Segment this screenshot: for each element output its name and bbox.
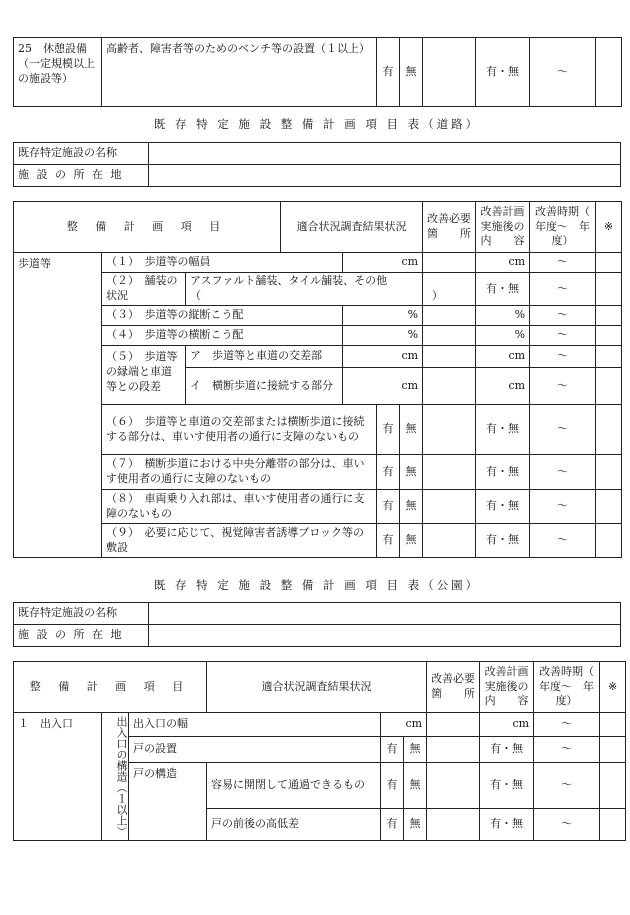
time-cell: ～ (534, 737, 600, 763)
unit-cm: cm (343, 253, 423, 273)
vertical-group-label: 出入口の構造（１以上） (102, 713, 129, 841)
time-cell: ～ (534, 763, 600, 809)
header-plan: 改善計画実施後の内 容 (480, 662, 534, 713)
header-survey: 適合状況調査結果状況 (281, 202, 423, 253)
mark-cell (596, 346, 622, 368)
facility-name-field[interactable] (149, 603, 621, 625)
plan-choice: 有・無 (476, 273, 530, 306)
facility-name-label: 既存特定施設の名称 (14, 603, 149, 625)
plan-choice: 有・無 (476, 455, 530, 490)
mark-cell (596, 490, 622, 524)
plan-unit: % (476, 306, 530, 326)
category-sidewalk: 歩道等 (14, 253, 102, 558)
time-cell: ～ (530, 326, 596, 346)
road-plan-table (13, 201, 622, 558)
time-cell: ～ (530, 490, 596, 524)
mark-cell (596, 273, 622, 306)
sub-label-a: ア 歩道等と車道の交差部 (186, 346, 343, 368)
needed-cell[interactable] (423, 490, 476, 524)
needed-cell[interactable] (423, 306, 476, 326)
plan-choice: 有・無 (476, 38, 530, 107)
time-cell: ～ (530, 455, 596, 490)
row-label: 戸の前後の高低差 (207, 809, 381, 841)
time-cell: ～ (530, 253, 596, 273)
plan-choice: 有・無 (480, 737, 534, 763)
needed-cell[interactable] (427, 809, 480, 841)
needed-cell[interactable] (423, 368, 476, 405)
needed-cell[interactable] (427, 763, 480, 809)
paving-options: アスファルト舗装、タイル舗装、その他（ ） (186, 273, 423, 306)
facility-location-field[interactable] (149, 165, 621, 187)
header-mark: ※ (596, 202, 622, 253)
unit-percent: % (343, 306, 423, 326)
yes-mark: 有 (377, 455, 400, 490)
mark-cell (596, 306, 622, 326)
row-label: （２） 舗装の状況 (102, 273, 186, 306)
yes-mark: 有 (381, 737, 404, 763)
row-label: （５） 歩道等の縁端と車道等との段差 (102, 346, 186, 405)
row-label: （８） 車両乗り入れ部は、車いす使用者の通行に支障のないもの (102, 490, 377, 524)
mark-cell (596, 405, 622, 455)
time-cell: ～ (534, 809, 600, 841)
header-needed: 改善必要箇 所 (427, 662, 480, 713)
category-entrance: １ 出入口 (14, 713, 102, 841)
mark-cell (596, 253, 622, 273)
plan-unit: % (476, 326, 530, 346)
mark-cell (600, 809, 626, 841)
facility-name-label: 既存特定施設の名称 (14, 143, 149, 165)
time-cell: ～ (530, 346, 596, 368)
row-label: （７） 横断歩道における中央分離帯の部分は、車いす使用者の通行に支障のないもの (102, 455, 377, 490)
header-mark: ※ (600, 662, 626, 713)
plan-choice: 有・無 (476, 490, 530, 524)
needed-cell[interactable] (423, 405, 476, 455)
row-label: （９） 必要に応じて、視覚障害者誘導ブロック等の敷設 (102, 524, 377, 558)
mark-cell (596, 326, 622, 346)
park-table-title: 既 存 特 定 施 設 整 備 計 画 項 目 表（公園） (153, 578, 481, 592)
plan-unit: cm (476, 253, 530, 273)
needed-cell[interactable] (427, 713, 480, 737)
time-cell: ～ (530, 38, 596, 107)
plan-unit: cm (476, 368, 530, 405)
plan-choice: 有・無 (480, 809, 534, 841)
item-25-label: 25 休憩設備（一定規模以上の施設等） (14, 38, 102, 107)
time-cell: ～ (530, 405, 596, 455)
plan-choice: 有・無 (480, 763, 534, 809)
plan-unit: cm (480, 713, 534, 737)
row-label: 戸の設置 (129, 737, 381, 763)
yes-mark: 有 (381, 763, 404, 809)
no-mark: 無 (404, 763, 427, 809)
needed-cell[interactable] (423, 524, 476, 558)
row-label: （１） 歩道等の幅員 (102, 253, 343, 273)
header-time: 改善時期（ 年度～ 年度） (534, 662, 600, 713)
row-label: 出入口の幅 (129, 713, 381, 737)
facility-name-field[interactable] (149, 143, 621, 165)
yes-mark: 有 (381, 809, 404, 841)
row-label: （４） 歩道等の横断こう配 (102, 326, 343, 346)
needed-cell[interactable] (423, 455, 476, 490)
header-items: 整 備 計 画 項 目 (14, 662, 207, 713)
park-plan-table (13, 661, 626, 841)
unit-cm: cm (381, 713, 427, 737)
no-mark: 無 (400, 38, 423, 107)
mark-cell (600, 713, 626, 737)
yes-mark: 有 (377, 405, 400, 455)
road-facility-info (13, 142, 621, 187)
needed-cell[interactable] (423, 38, 476, 107)
road-table-title: 既 存 特 定 施 設 整 備 計 画 項 目 表（道路） (153, 117, 481, 131)
mark-cell (596, 455, 622, 490)
no-mark: 無 (400, 524, 423, 558)
no-mark: 無 (400, 405, 423, 455)
park-facility-info (13, 602, 621, 647)
row-label: （６） 歩道等と車道の交差部または横断歩道に接続する部分は、車いす使用者の通行に支障のないもの (102, 405, 377, 455)
mark-cell (596, 38, 622, 107)
facility-location-label: 施 設 の 所 在 地 (14, 165, 149, 187)
mark-cell (600, 763, 626, 809)
top-row-table (13, 37, 622, 107)
time-cell: ～ (530, 368, 596, 405)
needed-cell[interactable] (427, 737, 480, 763)
yes-mark: 有 (377, 38, 400, 107)
header-plan: 改善計画実施後の内 容 (476, 202, 530, 253)
time-cell: ～ (530, 273, 596, 306)
mark-cell (596, 368, 622, 405)
no-mark: 無 (400, 455, 423, 490)
header-items: 整 備 計 画 項 目 (14, 202, 281, 253)
plan-choice: 有・無 (476, 405, 530, 455)
plan-choice: 有・無 (476, 524, 530, 558)
item-25-text: 高齢者、障害者等のためのベンチ等の設置（１以上） (102, 38, 377, 107)
needed-cell[interactable] (423, 346, 476, 368)
yes-mark: 有 (377, 490, 400, 524)
mark-cell (600, 737, 626, 763)
unit-cm: cm (343, 346, 423, 368)
header-survey: 適合状況調査結果状況 (207, 662, 427, 713)
needed-cell[interactable] (423, 253, 476, 273)
plan-unit: cm (476, 346, 530, 368)
unit-percent: % (343, 326, 423, 346)
needed-cell[interactable] (423, 326, 476, 346)
no-mark: 無 (400, 490, 423, 524)
sub-label-b: イ 横断歩道に接続する部分 (186, 368, 343, 405)
header-time: 改善時期（ 年度～ 年度） (530, 202, 596, 253)
time-cell: ～ (534, 713, 600, 737)
no-mark: 無 (404, 737, 427, 763)
row-label: 容易に開閉して通過できるもの (207, 763, 381, 809)
row-label: （３） 歩道等の縦断こう配 (102, 306, 343, 326)
header-needed: 改善必要箇 所 (423, 202, 476, 253)
door-structure-label: 戸の構造 (129, 763, 207, 841)
no-mark: 無 (404, 809, 427, 841)
time-cell: ～ (530, 306, 596, 326)
facility-location-field[interactable] (149, 625, 621, 647)
time-cell: ～ (530, 524, 596, 558)
mark-cell (596, 524, 622, 558)
facility-location-label: 施 設 の 所 在 地 (14, 625, 149, 647)
unit-cm: cm (343, 368, 423, 405)
yes-mark: 有 (377, 524, 400, 558)
